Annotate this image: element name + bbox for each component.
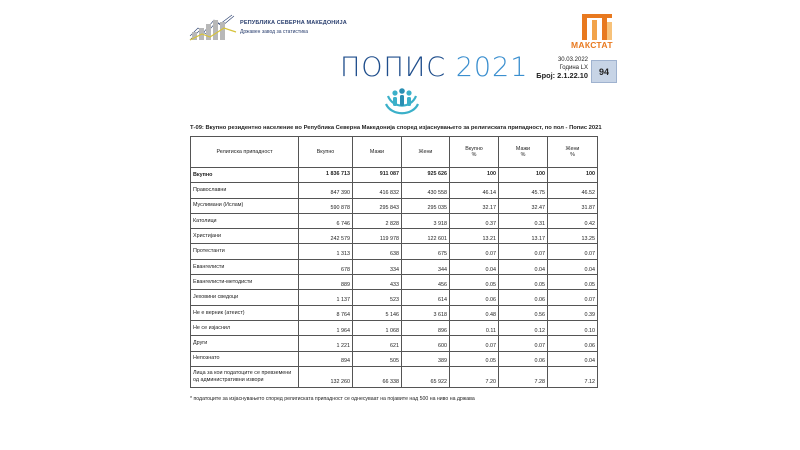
cell-total-pct: 0.04 — [450, 259, 499, 274]
organization-subtitle: Државен завод за статистика — [240, 29, 309, 35]
cell-total: 1 137 — [299, 290, 353, 305]
religion-label: Католици — [191, 213, 299, 228]
cell-men: 523 — [353, 290, 402, 305]
cell-men-pct: 0.04 — [499, 259, 548, 274]
table-header-row — [191, 137, 598, 168]
cell-women: 456 — [402, 275, 450, 290]
census-people-icon — [382, 84, 422, 120]
cell-total-pct: 0.05 — [450, 275, 499, 290]
cell-women: 65 922 — [402, 366, 450, 387]
statistics-office-emblem-icon — [188, 14, 238, 42]
table-row — [191, 366, 598, 387]
table-row — [191, 244, 598, 259]
cell-men: 2 828 — [353, 213, 402, 228]
cell-men: 433 — [353, 275, 402, 290]
cell-men: 334 — [353, 259, 402, 274]
cell-total-pct: 0.05 — [450, 351, 499, 366]
table-row — [191, 336, 598, 351]
cell-men: 911 087 — [353, 168, 402, 183]
cell-total: 678 — [299, 259, 353, 274]
cell-total-pct: 32.17 — [450, 198, 499, 213]
cell-women: 675 — [402, 244, 450, 259]
cell-women-pct: 100 — [548, 168, 598, 183]
census-word: ПОПИС — [340, 52, 447, 83]
cell-women-pct: 7.12 — [548, 366, 598, 387]
cell-total: 1 313 — [299, 244, 353, 259]
cell-total: 889 — [299, 275, 353, 290]
cell-women-pct: 0.05 — [548, 275, 598, 290]
cell-total-pct: 0.07 — [450, 244, 499, 259]
table-row — [191, 290, 598, 305]
cell-women-pct: 0.10 — [548, 320, 598, 335]
religion-label: Лица за кои податоците се превземени од административни извори — [191, 366, 299, 387]
cell-men-pct: 0.56 — [499, 305, 548, 320]
table-footnote: * податоците за изјаснувањето според религиската припадност се однесуваат на појавите над 500 на ниво на држава — [190, 396, 475, 402]
column-header: Мажи — [353, 137, 402, 168]
cell-men: 638 — [353, 244, 402, 259]
cell-women: 925 626 — [402, 168, 450, 183]
religion-label: Други — [191, 336, 299, 351]
cell-total: 1 836 713 — [299, 168, 353, 183]
cell-total-pct: 46.14 — [450, 183, 499, 198]
column-header: Вкупно % — [450, 137, 499, 168]
cell-total: 590 878 — [299, 198, 353, 213]
religion-label: Јеховини сведоци — [191, 290, 299, 305]
religion-label: Протестанти — [191, 244, 299, 259]
cell-total: 242 579 — [299, 229, 353, 244]
cell-women: 122 601 — [402, 229, 450, 244]
column-header: Мажи % — [499, 137, 548, 168]
publication-meta — [536, 56, 588, 80]
cell-total-pct: 0.06 — [450, 290, 499, 305]
religion-label: Непознато — [191, 351, 299, 366]
cell-total: 132 260 — [299, 366, 353, 387]
religion-label: Христијани — [191, 229, 299, 244]
religion-label: Евангелисти — [191, 259, 299, 274]
table-row — [191, 305, 598, 320]
table-row — [191, 351, 598, 366]
cell-total-pct: 0.07 — [450, 336, 499, 351]
cell-women: 430 558 — [402, 183, 450, 198]
cell-women-pct: 0.07 — [548, 290, 598, 305]
cell-women-pct: 0.42 — [548, 213, 598, 228]
religion-statistics-table — [190, 136, 598, 388]
cell-women: 896 — [402, 320, 450, 335]
table-row — [191, 183, 598, 198]
cell-total: 1 964 — [299, 320, 353, 335]
cell-men-pct: 0.05 — [499, 275, 548, 290]
religion-label: Не е верник (атеист) — [191, 305, 299, 320]
cell-women-pct: 0.39 — [548, 305, 598, 320]
cell-women: 3 618 — [402, 305, 450, 320]
cell-total-pct: 13.21 — [450, 229, 499, 244]
table-row — [191, 259, 598, 274]
cell-men: 416 832 — [353, 183, 402, 198]
cell-men-pct: 0.06 — [499, 290, 548, 305]
cell-men-pct: 0.07 — [499, 244, 548, 259]
religion-label: Муслимани (Ислам) — [191, 198, 299, 213]
cell-women-pct: 0.07 — [548, 244, 598, 259]
cell-total: 847 390 — [299, 183, 353, 198]
cell-women: 3 918 — [402, 213, 450, 228]
table-row — [191, 213, 598, 228]
cell-total-pct: 0.48 — [450, 305, 499, 320]
cell-men: 505 — [353, 351, 402, 366]
cell-men-pct: 100 — [499, 168, 548, 183]
cell-men: 1 068 — [353, 320, 402, 335]
cell-total: 6 746 — [299, 213, 353, 228]
organization-name: РЕПУБЛИКА СЕВЕРНА МАКЕДОНИЈА — [240, 20, 347, 26]
cell-men-pct: 0.07 — [499, 336, 548, 351]
cell-women-pct: 0.04 — [548, 259, 598, 274]
cell-women: 295 035 — [402, 198, 450, 213]
religion-label: Вкупно — [191, 168, 299, 183]
cell-women: 614 — [402, 290, 450, 305]
makstat-label: МАКСТАТ — [571, 40, 613, 50]
issue-number: Број: 2.1.22.10 — [536, 71, 588, 80]
cell-women-pct: 46.52 — [548, 183, 598, 198]
cell-men: 5 146 — [353, 305, 402, 320]
cell-total-pct: 7.20 — [450, 366, 499, 387]
religion-label: Евангелисти-методисти — [191, 275, 299, 290]
column-header: Жени % — [548, 137, 598, 168]
cell-women: 600 — [402, 336, 450, 351]
census-title — [340, 52, 528, 83]
column-header: Вкупно — [299, 137, 353, 168]
makstat-logo-icon — [576, 12, 618, 42]
cell-total: 894 — [299, 351, 353, 366]
cell-total-pct: 100 — [450, 168, 499, 183]
census-year: 2021 — [455, 52, 529, 83]
cell-total-pct: 0.37 — [450, 213, 499, 228]
table-row — [191, 229, 598, 244]
religion-label: Православни — [191, 183, 299, 198]
cell-men: 295 843 — [353, 198, 402, 213]
cell-women-pct: 0.04 — [548, 351, 598, 366]
cell-men-pct: 0.12 — [499, 320, 548, 335]
cell-men: 66 338 — [353, 366, 402, 387]
cell-men-pct: 32.47 — [499, 198, 548, 213]
table-total-row — [191, 168, 598, 183]
table-row — [191, 320, 598, 335]
cell-men: 119 978 — [353, 229, 402, 244]
column-header: Жени — [402, 137, 450, 168]
religion-label: Не се изјаснил — [191, 320, 299, 335]
publication-year-label: Година LX — [559, 65, 588, 71]
column-header: Религиска припадност — [191, 137, 299, 168]
cell-total-pct: 0.11 — [450, 320, 499, 335]
cell-total: 8 764 — [299, 305, 353, 320]
page-number-badge: 94 — [591, 60, 617, 83]
cell-women-pct: 13.25 — [548, 229, 598, 244]
cell-men-pct: 0.31 — [499, 213, 548, 228]
cell-total: 1 221 — [299, 336, 353, 351]
table-row — [191, 275, 598, 290]
cell-men-pct: 45.75 — [499, 183, 548, 198]
cell-women: 344 — [402, 259, 450, 274]
cell-men-pct: 7.28 — [499, 366, 548, 387]
cell-men-pct: 0.06 — [499, 351, 548, 366]
cell-women-pct: 31.87 — [548, 198, 598, 213]
table-title: Т-09: Вкупно резидентно население во Република Северна Македонија според изјаснувањето за религиската припадност, по пол - Попис 2021 — [190, 125, 602, 131]
cell-women-pct: 0.06 — [548, 336, 598, 351]
cell-men: 621 — [353, 336, 402, 351]
publication-date: 30.03.2022 — [557, 57, 588, 63]
cell-women: 389 — [402, 351, 450, 366]
cell-men-pct: 13.17 — [499, 229, 548, 244]
table-row — [191, 198, 598, 213]
